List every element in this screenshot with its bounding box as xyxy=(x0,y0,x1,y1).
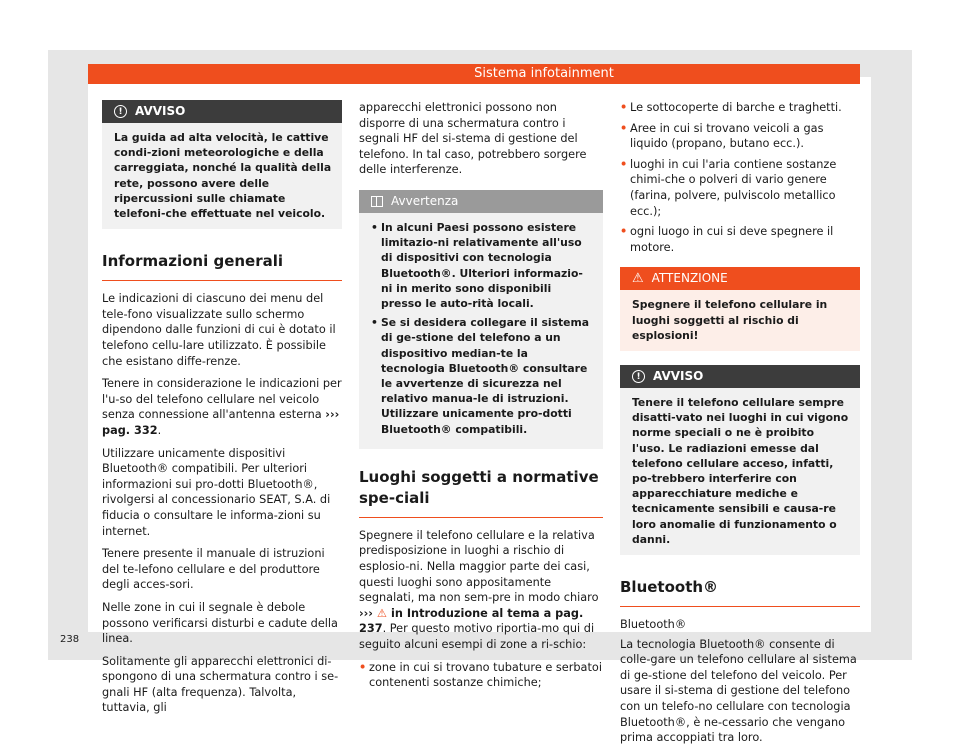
avviso-box xyxy=(620,365,860,555)
paragraph: La tecnologia Bluetooth® consente di colle-gare un telefono cellulare al sistema di ge-stione del telefono del veicolo. Per usare il si-stema di gestione del telefono con un telefo-no cellulare con tecnologia Bluetooth®, è ne-cessario che vengano prima accoppiati tra loro. xyxy=(620,637,857,745)
avvertenza-body xyxy=(359,213,603,449)
avviso-header xyxy=(620,365,860,388)
paragraph: Spegnere il telefono cellulare e la relativa predisposizione in luoghi a rischio di esplosio-ni. Nella maggior parte dei casi, questi luoghi sono appositamente segnalati, ma non sem-pre in modo chiaro ››› ⚠ in Introduzione al tema a pag. 237. Per questo motivo riportia-mo qui di seguito alcuni esempi di zone a ri-schio: xyxy=(359,528,599,651)
paragraph: Solitamente gli apparecchi elettronici di-spongono di una schermatura contro i se-gnali HF (alta frequenza). Talvolta, tuttavia, gli xyxy=(102,654,339,715)
subheading: Bluetooth® xyxy=(620,617,687,631)
attenzione-box xyxy=(620,267,860,351)
paragraph: Utilizzare unicamente dispositivi Bluetooth® compatibili. Per ulteriori informazioni sui pro-dotti Bluetooth®, rivolgersi al concessionario SEAT, S.A. di fiducia o consultare le informa-zioni su internet. xyxy=(102,446,331,538)
heading-luoghi-soggetti: Luoghi soggetti a normative spe-ciali xyxy=(359,467,603,518)
list-item: • Le sottocoperte di barche e traghetti. xyxy=(620,100,860,116)
list-item: • ogni luogo in cui si deve spegnere il motore. xyxy=(620,224,860,255)
section-title: Sistema infotainment xyxy=(474,66,614,81)
paragraph: Tenere presente il manuale di istruzioni del te-lefono cellulare e del produttore degli acces-sori. xyxy=(102,547,325,592)
info-icon: ! xyxy=(632,370,645,383)
avviso-text: La guida ad alta velocità, le cattive condi-zioni meteorologiche e della carreggiata, nonché la qualità della rete, possono avere delle ripercussioni sulle chiamate telefoni-che effettuate nel veicolo. xyxy=(114,131,332,221)
paragraph: Le indicazioni di ciascuno dei menu del tele-fono visualizzate sullo schermo dipendono dalle funzioni di cui è dotato il telefono cellu-lare utilizzato. È possibile che esistano diffe-renze. xyxy=(102,292,336,368)
avvertenza-label: Avvertenza xyxy=(391,193,459,208)
avviso-label: AVVISO xyxy=(135,103,186,118)
book-icon xyxy=(371,196,383,207)
heading-informazioni-generali: Informazioni generali xyxy=(102,251,342,281)
warning-triangle-icon: ⚠ xyxy=(376,606,388,620)
list-item: • Se si desidera collegare il sistema di ge-stione del telefono a un dispositivo median-te la tecnologia Bluetooth® consultare le avvertenze di sicurezza nel relativo manua-le di istruzioni. Utilizzare unicamente pro-dotti Bluetooth® compatibili. xyxy=(371,315,593,437)
avviso-box xyxy=(102,100,342,229)
attenzione-label: ATTENZIONE xyxy=(651,271,728,286)
avvertenza-header xyxy=(359,190,603,213)
avvertenza-box xyxy=(359,190,603,449)
list-item: • luoghi in cui l'aria contiene sostanze chimi-che o polveri di vario genere (farina, polvere, pulviscolo metallico ecc.); xyxy=(620,157,860,219)
column-1 xyxy=(102,100,342,723)
avviso-header xyxy=(102,100,342,123)
section-header xyxy=(88,64,860,84)
page-reference-link[interactable]: ››› pag. 332 xyxy=(102,408,340,437)
column-3 xyxy=(620,100,860,753)
avviso-label: AVVISO xyxy=(653,368,704,383)
paragraph: Tenere in considerazione le indicazioni per l'u-so del telefono cellulare nel veicolo senza connessione all'antenna esterna ››› pag. 332. xyxy=(102,377,342,437)
list-item: • zone in cui si trovano tubature e serbatoi contenenti sostanze chimiche; xyxy=(359,660,603,691)
info-icon: ! xyxy=(114,105,127,118)
list-item: • In alcuni Paesi possono esistere limitazio-ni relativamente all'uso di dispositivi con tecnologia Bluetooth®. Ulteriori informazio-ni in merito sono disponibili presso le auto-rità locali. xyxy=(371,220,593,311)
paragraph: Nelle zone in cui il segnale è debole possono verificarsi disturbi e cadute della linea. xyxy=(102,600,338,646)
attenzione-header xyxy=(620,267,860,290)
heading-bluetooth: Bluetooth® xyxy=(620,577,860,607)
attenzione-text: Spegnere il telefono cellulare in luoghi soggetti al rischio di esplosioni! xyxy=(620,290,860,351)
paragraph: apparecchi elettronici possono non disporre di una schermatura contro i segnali HF del si-stema di gestione del telefono. In tal caso, potrebbero sorgere delle interferenze. xyxy=(359,101,587,177)
column-2 xyxy=(359,100,603,696)
page-reference-link[interactable]: ››› ⚠ in Introduzione al tema a pag. 237 xyxy=(359,606,584,636)
avviso-text: Tenere il telefono cellulare sempre disatti-vato nei luoghi in cui vigono norme speciali o ne è proibito l'uso. Le radiazioni emesse dal telefono cellulare acceso, infatti, po-trebbero interferire con apparecchiature mediche e tecnicamente sensibili e causa-re loro anomalie di funzionamento o danni. xyxy=(632,395,849,546)
list-item: • Aree in cui si trovano veicoli a gas liquido (propano, butano ecc.). xyxy=(620,121,860,152)
warning-triangle-icon: ⚠ xyxy=(632,271,644,287)
page-number: 238 xyxy=(60,634,80,645)
